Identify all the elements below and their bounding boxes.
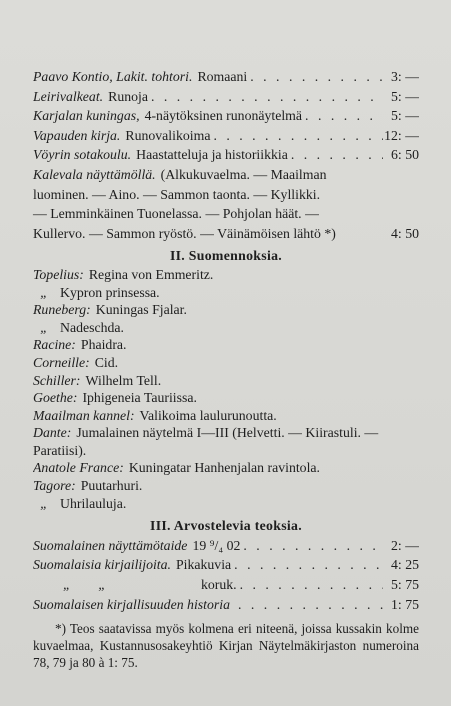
leader-dots bbox=[210, 126, 383, 146]
price: 5: — bbox=[391, 108, 419, 124]
list-item bbox=[33, 106, 419, 126]
description: Runovalikoima bbox=[125, 127, 211, 143]
footnote-text: *) Teos saatavissa myös kolmena eri niteenä, joissa kussakin kolme kuvaelmaa, Kustannusosakeyhtiö Kirjan Näytelmäkirjaston numeroina 78, 79 ja 80 à 1: 75. bbox=[33, 621, 419, 671]
list-item bbox=[33, 126, 419, 146]
title: Kuningas Fjalar. bbox=[95, 302, 187, 318]
author: Schiller: bbox=[33, 372, 81, 388]
title: Kypron prinsessa. bbox=[60, 284, 160, 300]
list-item bbox=[33, 595, 419, 615]
author: Maailman kannel: bbox=[33, 407, 135, 423]
list-item bbox=[33, 301, 419, 319]
author: Dante: bbox=[33, 425, 72, 441]
author: Anatole France: bbox=[33, 460, 124, 476]
list-item bbox=[33, 284, 419, 302]
title-line: Paratiisi). bbox=[33, 442, 87, 458]
section-criticism bbox=[33, 516, 419, 614]
list-item bbox=[33, 477, 419, 495]
title: Cid. bbox=[94, 354, 119, 370]
description: Pikakuvia bbox=[175, 557, 232, 573]
price: 2: — bbox=[391, 537, 419, 553]
price: 5: 75 bbox=[391, 577, 419, 593]
author: Racine: bbox=[33, 337, 76, 353]
footnote bbox=[33, 620, 419, 671]
title: Kalevala näyttämöllä. bbox=[33, 166, 156, 182]
list-item bbox=[33, 575, 419, 595]
leader-dots bbox=[237, 575, 383, 595]
title: Suomalaisen kirjallisuuden historia bbox=[33, 596, 230, 612]
ditto-mark: „ bbox=[40, 319, 48, 335]
list-item bbox=[33, 319, 419, 337]
description: Romaani bbox=[197, 69, 248, 84]
list-item bbox=[33, 372, 419, 390]
description-line: (Alkukuvaelma. — Maailman bbox=[160, 166, 327, 182]
title: Vapauden kirja. bbox=[33, 127, 121, 143]
ditto-mark: „ bbox=[40, 495, 48, 511]
title: Karjalan kuningas, bbox=[33, 108, 140, 124]
leader-dots bbox=[288, 145, 383, 165]
title: Wilhelm Tell. bbox=[85, 372, 162, 388]
list-item-kalevala bbox=[33, 165, 419, 243]
list-item bbox=[33, 555, 419, 575]
leader-dots bbox=[231, 555, 383, 575]
list-item bbox=[33, 495, 419, 513]
price: 4: 25 bbox=[391, 557, 419, 573]
title: Vöyrin sotakoulu. bbox=[33, 147, 132, 163]
title: Leirivalkeat. bbox=[33, 88, 104, 104]
author: Topelius: bbox=[33, 266, 84, 282]
description: 4-näytöksinen runonäytelmä bbox=[144, 108, 303, 124]
title: Regina von Emmeritz. bbox=[88, 266, 214, 282]
price: 4: 50 bbox=[391, 225, 419, 241]
title: Iphigeneia Tauriissa. bbox=[82, 390, 197, 406]
price: 1: 75 bbox=[391, 596, 419, 612]
list-item-dante bbox=[33, 424, 419, 459]
price: 5: — bbox=[391, 88, 419, 104]
description: koruk. bbox=[200, 577, 237, 593]
list-item bbox=[33, 336, 419, 354]
list-item bbox=[33, 145, 419, 165]
section-heading: II. Suomennoksia. bbox=[169, 248, 283, 264]
ditto-mark: „ bbox=[40, 284, 48, 300]
book-list bbox=[33, 67, 419, 671]
description-line: Kullervo. — Sammon ryöstö. — Väinämöisen lähtö *) bbox=[33, 225, 336, 241]
ditto-mark: „ „ bbox=[63, 577, 106, 593]
leader-dots bbox=[302, 106, 383, 126]
title: Valikoima laulurunoutta. bbox=[139, 407, 277, 423]
title: Nadeschda. bbox=[60, 319, 124, 335]
description-line: — Lemminkäinen Tuonelassa. — Pohjolan häät. — bbox=[33, 206, 319, 222]
list-item bbox=[33, 389, 419, 407]
description-line: luominen. — Aino. — Sammon taonta. — Kyllikki. bbox=[33, 186, 321, 202]
section-original-works bbox=[33, 67, 419, 243]
price: 6: 50 bbox=[391, 147, 419, 163]
list-item bbox=[33, 266, 419, 284]
author: Runeberg: bbox=[33, 302, 91, 318]
list-item bbox=[33, 407, 419, 425]
leader-dots bbox=[235, 595, 383, 615]
list-item bbox=[33, 536, 419, 556]
section-heading: III. Arvostelevia teoksia. bbox=[150, 518, 302, 534]
description: 19 ⁹/₄ 02 bbox=[192, 537, 241, 553]
title: Puutarhuri. bbox=[80, 478, 143, 494]
author: Corneille: bbox=[33, 354, 90, 370]
list-item bbox=[33, 87, 419, 107]
list-item bbox=[33, 67, 419, 87]
leader-dots bbox=[148, 87, 383, 107]
description: Haastatteluja ja historiikkia bbox=[136, 147, 288, 163]
leader-dots bbox=[240, 536, 383, 556]
title: Kuningatar Hanhenjalan ravintola. bbox=[128, 460, 320, 476]
list-item bbox=[33, 354, 419, 372]
title-line: Jumalainen näytelmä I—III (Helvetti. — Kiirastuli. — bbox=[76, 425, 379, 441]
title: Uhrilauluja. bbox=[60, 495, 127, 511]
title: Suomalainen näyttämötaide bbox=[33, 537, 188, 553]
price: 12: — bbox=[384, 127, 419, 143]
title: Suomalaisia kirjailijoita. bbox=[33, 557, 171, 573]
author: Tagore: bbox=[33, 478, 76, 494]
list-item bbox=[33, 459, 419, 477]
section-translations bbox=[33, 246, 419, 512]
price: 3: — bbox=[391, 69, 419, 84]
title: Phaidra. bbox=[80, 337, 127, 353]
leader-dots bbox=[247, 67, 383, 87]
author: Goethe: bbox=[33, 390, 78, 406]
description: Runoja bbox=[108, 88, 148, 104]
title: Paavo Kontio, Lakit. tohtori. bbox=[33, 69, 193, 84]
